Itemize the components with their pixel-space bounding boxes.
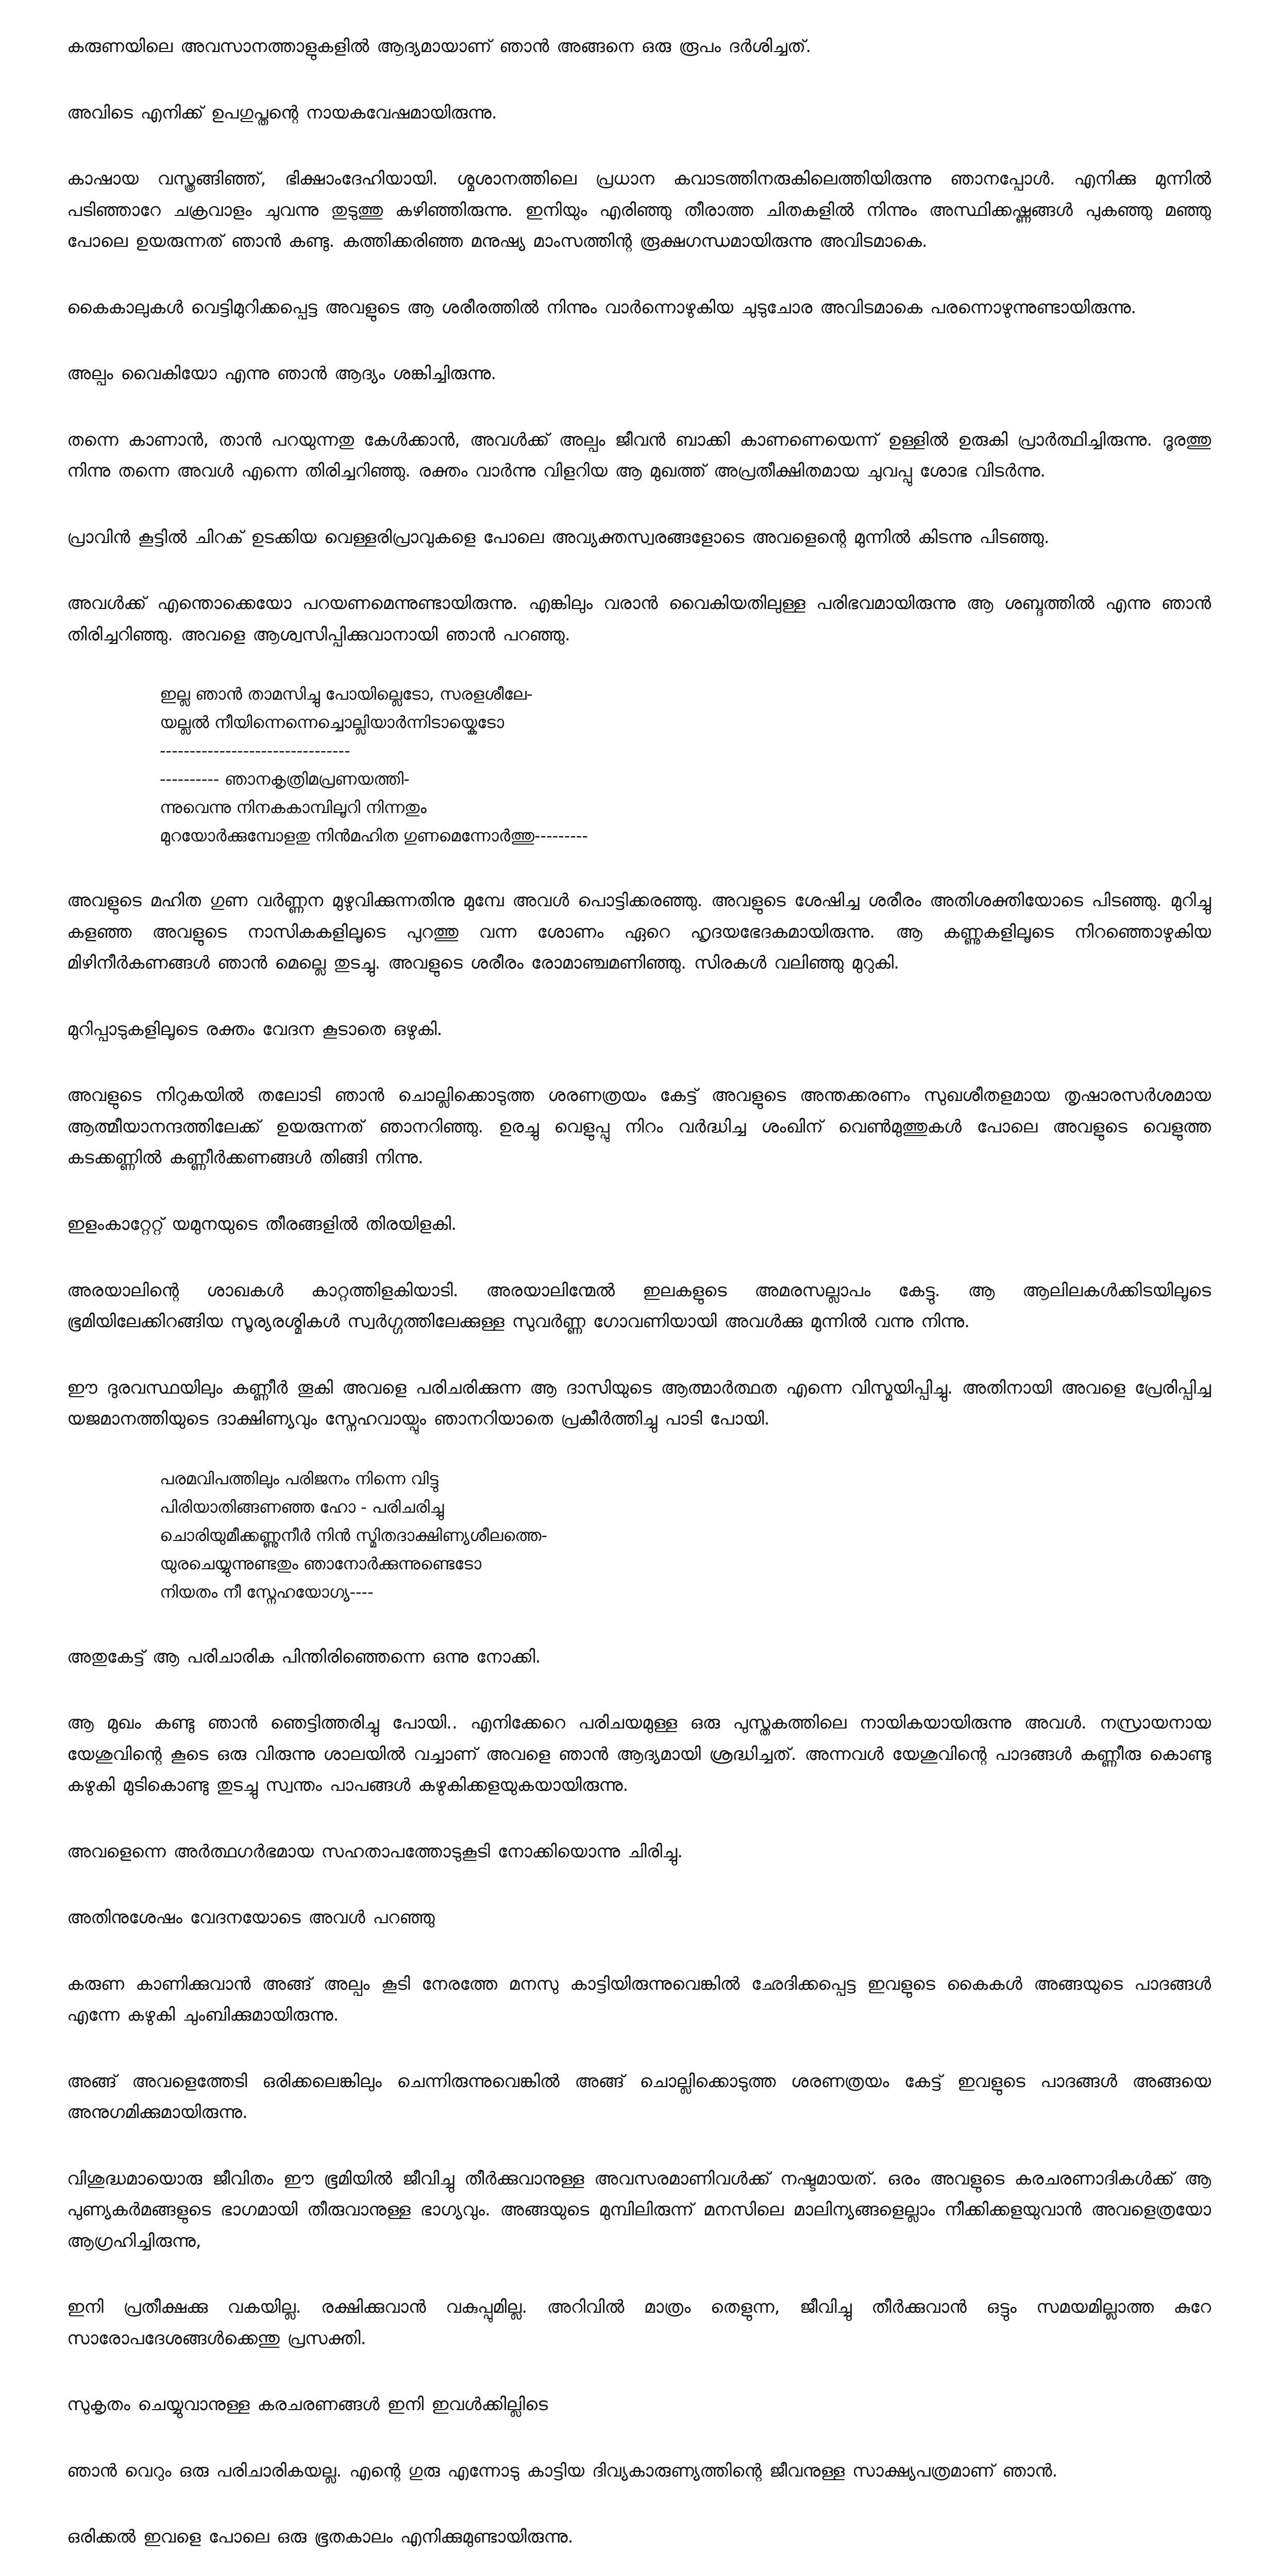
paragraph: അവളുടെ മഹിത ഗുണ വർണ്ണന മുഴുവിക്കുന്നതിനു മുമ്പേ അവൾ പൊട്ടിക്കരഞ്ഞു. അവളുടെ ശേഷിച്ച ശരീരം അതിശക്തിയോടെ പിടഞ്ഞു. മുറിച്ചു കളഞ്ഞ അവളുടെ നാസികകളിലൂടെ പുറത്തു വന്ന ശോണം ഏറെ ഹൃദയഭേദകമായിരുന്നു. ആ കണ്ണുകളിലൂടെ നിറഞ്ഞൊഴുകിയ മിഴിനീർകണങ്ങൾ ഞാൻ മെല്ലെ തുടച്ചു. അവളുടെ ശരീരം രോമാഞ്ചമണിഞ്ഞു. സിരകൾ വലിഞ്ഞു മുറുകി. — [67, 890, 1211, 974]
paragraph: സുകൃതം ചെയ്യുവാനുള്ള കരചരണങ്ങൾ ഇനി ഇവൾക്കില്ലിടെ — [67, 2394, 548, 2415]
paragraph: അങ്ങ് അവളെത്തേടി ഒരിക്കലെങ്കിലും ചെന്നിരുന്നുവെങ്കിൽ അങ്ങ് ചൊല്ലിക്കൊടുത്ത ശരണത്രയം കേട്ട് ഇവളുടെ പാദങ്ങൾ അങ്ങയെ അനുഗമിക്കുമായിരുന്നു. — [67, 2071, 1211, 2123]
verse-line: മുറയോർക്കുമ്പോളതു നിൻമഹിത ഗുണമെന്നോർത്തു--------- — [160, 826, 588, 846]
verse-line: യല്ലൽ നീയിന്നെന്നെച്ചൊല്ലിയാർന്നിടായ്കെടോ — [160, 713, 505, 733]
verse-line: ഇല്ല ഞാൻ താമസിച്ചു പോയില്ലെടോ, സരളശീലേ- — [160, 684, 533, 704]
paragraph: അതിനുശേഷം വേദനയോടെ അവൾ പറഞ്ഞു — [67, 1907, 435, 1928]
paragraph: ഞാൻ വെറും ഒരു പരിചാരികയല്ല. എന്റെ ഗുരു എന്നോടു കാട്ടിയ ദിവ്യകാരുണ്യത്തിന്റെ ജീവനുള്ള സാക്ഷ്യപത്രമാണ് ഞാൻ. — [67, 2460, 1058, 2481]
paragraph: പ്രാവിൻ കൂട്ടിൽ ചിറക് ഉടക്കിയ വെള്ളരിപ്രാവുകളെ പോലെ അവ്യക്തസ്വരങ്ങളോടെ അവളെന്റെ മുന്നിൽ കിടന്നു പിടഞ്ഞു. — [67, 527, 1050, 548]
verse-line: നിയതം നീ സ്നേഹയോഗ്യ---- — [160, 1582, 374, 1602]
paragraph: മുറിപ്പാടുകളിലൂടെ രക്തം വേദന കൂടാതെ ഒഴുകി. — [67, 1019, 443, 1040]
paragraph: ഒരിക്കൽ ഇവളെ പോലെ ഒരു ഭൂതകാലം എനിക്കുമുണ്ടായിരുന്നു. — [67, 2527, 574, 2548]
paragraph: ഇനി പ്രതീക്ഷക്കു വകയില്ല. രക്ഷിക്കുവാൻ വകുപ്പുമില്ല. അറിവിൽ മാത്രം തെളുന്ന, ജീവിച്ചു തീർക്കുവാൻ ഒട്ടും സമയമില്ലാത്ത കുറേ സാരോപദേശങ്ങൾക്കെന്തു പ്രസക്തി. — [67, 2297, 1211, 2349]
paragraph: കാഷായ വസ്ത്രങ്ങിഞ്ഞ്, ഭിക്ഷാംദേഹിയായി. ശ്മശാനത്തിലെ പ്രധാന കവാടത്തിനരുകിലെത്തിയിരുന്നു ഞാനപ്പോൾ. എനിക്കു മുന്നിൽ പടിഞ്ഞാറേ ചക്രവാളം ചുവന്നു തുടുത്തു കഴിഞ്ഞിരുന്നു. ഇനിയും എരിഞ്ഞു തീരാത്ത ചിതകളിൽ നിന്നും അസ്ഥിക്കഷ്ണങ്ങൾ പുകഞ്ഞു മഞ്ഞു പോലെ ഉയരുന്നത് ഞാൻ കണ്ടു. കത്തിക്കരിഞ്ഞ മനുഷ്യ മാംസത്തിന്റ രൂക്ഷഗന്ധമായിരുന്നു അവിടമാകെ. — [67, 168, 1211, 252]
paragraph: അവളുടെ നിറുകയിൽ തലോടി ഞാൻ ചൊല്ലിക്കൊടുത്ത ശരണത്രയം കേട്ട് അവളുടെ അന്തക്കരണം സുഖശീതളമായ തൃഷാരസർശമായ ആത്മീയാനന്ദത്തിലേക്ക് ഉയരുന്നത് ഞാനറിഞ്ഞു. ഉരച്ചു വെളുപ്പു നിറം വർദ്ധിച്ച ശംഖിന് വെൺമുത്തുകൾ പോലെ അവളുടെ വെളുത്ത കടക്കണ്ണിൽ കണ്ണീർക്കണങ്ങൾ തിങ്ങി നിന്നു. — [67, 1085, 1211, 1168]
paragraph: ആ മുഖം കണ്ടു ഞാൻ ഞെട്ടിത്തരിച്ചു പോയി.. എനിക്കേറെ പരിചയമുള്ള ഒരു പുസ്തകത്തിലെ നായികയായിരുന്നു അവൾ. നസ്രായനായ യേശുവിന്റെ കൂടെ ഒരു വിരുന്നു ശാലയിൽ വച്ചാണ് അവളെ ഞാൻ ആദ്യമായി ശ്രദ്ധിച്ചത്. അന്നവൾ യേശുവിന്റെ പാദങ്ങൾ കണ്ണീരു കൊണ്ടു കഴുകി മുടികൊണ്ടു തുടച്ചു സ്വന്തം പാപങ്ങൾ കഴുകിക്കളയുകയായിരുന്നു. — [67, 1713, 1211, 1796]
paragraph: അതുകേട്ട് ആ പരിചാരിക പിന്തിരിഞ്ഞെന്നെ ഒന്നു നോക്കി. — [67, 1646, 541, 1667]
paragraph: വിശുദ്ധമായൊരു ജീവിതം ഈ ഭൂമിയിൽ ജീവിച്ചു തീർക്കുവാനുള്ള അവസരമാണിവൾക്ക് നഷ്ടമായത്. ഒരം അവളുടെ കരചരണാദികൾക്ക് ആ പുണ്യകർമങ്ങളുടെ ഭാഗമായി തീരുവാനുള്ള ഭാഗ്യവും. അങ്ങയുടെ മുമ്പിലിരുന്ന് മനസിലെ മാലിന്യങ്ങളെല്ലാം നീക്കിക്കളയുവാൻ അവളെത്രയോ ആഗ്രഹിച്ചിരുന്നു, — [67, 2168, 1211, 2251]
verse-line: -------------------------------- — [160, 741, 350, 761]
verse-block — [160, 680, 1211, 850]
paragraph: കരുണ കാണിക്കുവാൻ അങ്ങ് അല്പം കൂടി നേരത്തേ മനസു കാട്ടിയിരുന്നുവെങ്കിൽ ഛേദിക്കപ്പെട്ട ഇവളുടെ കൈകൾ അങ്ങയുടെ പാദങ്ങൾ എന്നേ കഴുകി ചുംബിക്കുമായിരുന്നു. — [67, 1973, 1211, 2026]
verse-line: ---------- ഞാനകൃത്രിമപ്രണയത്തി- — [160, 769, 410, 789]
paragraph: അവിടെ എനിക്ക് ഉപഗുപ്തന്റെ നായകവേഷമായിരുന്നു. — [67, 102, 497, 123]
paragraph: അരയാലിന്റെ ശാഖകൾ കാറ്റത്തിളകിയാടി. അരയാലിന്മേൽ ഇലകളുടെ അമരസല്ലാപം കേട്ടു. ആ ആലിലകൾക്കിടയിലൂടെ ഭൂമിയിലേക്കിറങ്ങിയ സൂര്യരശ്മികൾ സ്വർഗ്ഗത്തിലേക്കുള്ള സുവർണ്ണ ഗോവണിയായി അവൾക്കു മുന്നിൽ വന്നു നിന്നു. — [67, 1280, 1211, 1332]
paragraph: അവൾക്ക് എന്തൊക്കെയോ പറയണമെന്നുണ്ടായിരുന്നു. എങ്കിലും വരാൻ വൈകിയതിലുള്ള പരിഭവമായിരുന്നു ആ ശബ്ദത്തിൽ എന്നു ഞാൻ തിരിച്ചറിഞ്ഞു. അവളെ ആശ്വസിപ്പിക്കുവാനായി ഞാൻ പറഞ്ഞു. — [67, 593, 1211, 645]
verse-line: പരമവിപത്തിലും പരിജനം നിന്നെ വിട്ടു — [160, 1468, 439, 1488]
paragraph: ഇളംകാറ്റേറ്റ് യമുനയുടെ തീരങ്ങളിൽ തിരയിളകി. — [67, 1213, 457, 1234]
paragraph: ഈ ദുരവസ്ഥയിലും കണ്ണീർ തൂകി അവളെ പരിചരിക്കുന്ന ആ ദാസിയുടെ ആത്മാർത്ഥത എന്നെ വിസ്മയിപ്പിച്ചു. അതിനായി അവളെ പ്രേരിപ്പിച്ച യജമാനത്തിയുടെ ദാക്ഷിണ്യവും സ്നേഹവായ്പും ഞാനറിയാതെ പ്രകീർത്തിച്ചു പാടി പോയി. — [67, 1377, 1211, 1430]
paragraph: തന്നെ കാണാൻ, താൻ പറയുന്നതു കേൾക്കാൻ, അവൾക്ക് അല്പം ജീവൻ ബാക്കി കാണണെയെന്ന് ഉള്ളിൽ ഉരുകി പ്രാർത്ഥിച്ചിരുന്നു. ദൂരത്തു നിന്നു തന്നെ അവൾ എന്നെ തിരിച്ചറിഞ്ഞു. രക്തം വാർന്നു വിളറിയ ആ മുഖത്ത് അപ്രതീക്ഷിതമായ ചുവപ്പു ശോഭ വിടർന്നു. — [67, 429, 1211, 482]
paragraph: കരുണയിലെ അവസാനത്താളുകളിൽ ആദ്യമായാണ് ഞാൻ അങ്ങനെ ഒരു രൂപം ദർശിച്ചത്. — [67, 36, 812, 57]
verse-line: ന്നുവെന്നു നിനകകാമ്പിലൂറി നിന്നതും — [160, 798, 427, 818]
verse-line: യുരചെയ്യുന്നുണ്ടതും ഞാനോർക്കുന്നുണ്ടെടോ — [160, 1553, 482, 1573]
verse-block — [160, 1465, 1211, 1606]
verse-line: പിരിയാതിങ്ങണഞ്ഞ ഹോ - പരിചരിച്ചു — [160, 1497, 444, 1517]
paragraph: അല്പം വൈകിയോ എന്നു ഞാൻ ആദ്യം ശങ്കിച്ചിരുന്നു. — [67, 363, 497, 384]
verse-line: ചൊരിയുമീക്കണ്ണുനീർ നിൻ സ്മിതദാക്ഷിണ്യശീലത്തെ- — [160, 1525, 548, 1545]
paragraph: അവളെന്നെ അർത്ഥഗർഭമായ സഹതാപത്തോടുകൂടി നോക്കിയൊന്നു ചിരിച്ചു. — [67, 1841, 683, 1862]
paragraph: കൈകാലുകൾ വെട്ടിമുറിക്കപ്പെട്ട അവളുടെ ആ ശരീരത്തിൽ നിന്നും വാർന്നൊഴുകിയ ചുടുചോര അവിടമാകെ പരന്നൊഴുന്നുണ്ടായിരുന്നു. — [67, 297, 1137, 318]
